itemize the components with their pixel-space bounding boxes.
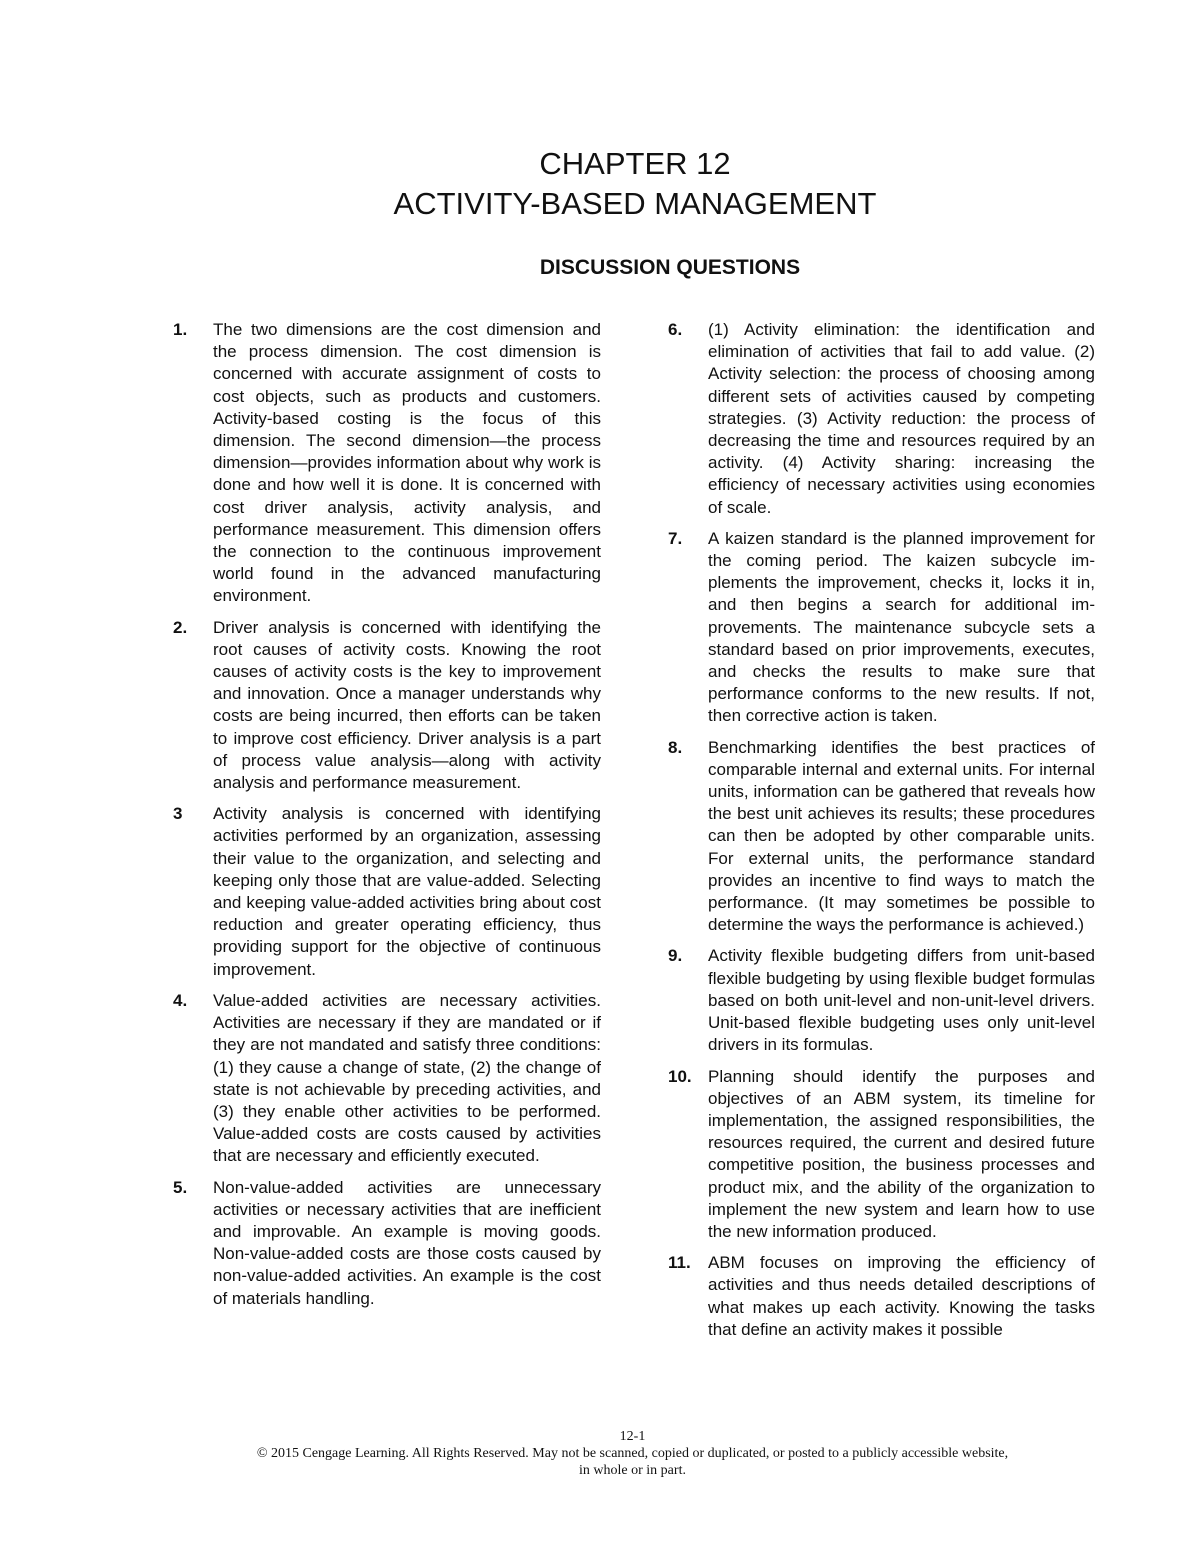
question-number: 7. bbox=[668, 528, 683, 548]
question-answer: The two dimensions are the cost dimension and the process dimension. The cost dimension is concerned with accurate assignment of costs to cost objects, such as products and customers. Activity-based costing is the focus of this dimension. The second dimension—the process dimension—provides information about why work is done and how well it is done. It is concerned with cost driver analysis, activity analysis, and performance measurement. This dimension offers the connection to the continuous improvement world found in the advanced manufacturing environment. bbox=[213, 320, 601, 606]
question-item bbox=[668, 945, 1095, 1056]
chapter-title bbox=[0, 144, 1200, 224]
question-answer: Driver analysis is concerned with identifying the root causes of activity costs. Knowing the root causes of activity costs is the key to improvement and innovation. Once a manager understands why costs are being incurred, then efforts can be taken to improve cost efficiency. Driver analysis is a part of process value analysis—along with activity analysis and performance measurement. bbox=[213, 617, 601, 793]
question-number: 6. bbox=[668, 320, 683, 339]
right-column bbox=[668, 319, 1095, 1350]
question-answer: Value-added activities are necessary activities. Activities are necessary if they are mandated or if they are not mandated and satisfy three conditions: (1) they cause a change of state, (2) the change of state is not achievable by preceding activities, and (3) they enable other activities to be performed. Value-added costs are costs caused by activities that are necessary and efficiently executed. bbox=[213, 990, 601, 1166]
question-item bbox=[173, 1177, 601, 1310]
question-item bbox=[668, 528, 1095, 728]
question-number: 2. bbox=[173, 617, 188, 637]
question-answer: Activity analysis is concerned with identifying activities performed by an organization, assessing their value to the organization, and selecting and keeping only those that are value-added. Selecting and keeping value-added activities bring about cost reduction and greater operating efficiency, thus providing support for the objective of continuous improvement. bbox=[213, 804, 601, 979]
question-number: 8. bbox=[668, 737, 683, 757]
question-number: 5. bbox=[173, 1177, 188, 1197]
question-number: 4. bbox=[173, 990, 188, 1010]
copyright-notice: © 2015 Cengage Learning. All Rights Reserved. May not be scanned, copied or duplicated, or posted to a publicly accessible website, in whole or in part. bbox=[256, 1446, 1009, 1478]
question-answer: Activity flexible budgeting differs from unit-based flexible budgeting by using flexible budget formulas based on both unit-level and non-unit-level drivers. Unit-based flexible budgeting uses only unit-level drivers in its formulas. bbox=[708, 946, 1095, 1055]
section-heading: DISCUSSION QUESTIONS bbox=[539, 256, 801, 279]
question-item bbox=[668, 319, 1095, 519]
question-item bbox=[173, 990, 601, 1168]
question-item bbox=[173, 319, 601, 608]
question-item bbox=[173, 617, 601, 795]
question-answer: Benchmarking identifies the best practices of comparable internal and external units. For internal units, information can be gathered that reveals how the best unit achieves its results; these procedures can then be adopted by other comparable units. For external units, the performance standard provides an incentive to find ways to match the performance. (It may sometimes be possible to determine the ways the performance is achieved.) bbox=[708, 737, 1095, 935]
question-number: 10. bbox=[668, 1066, 692, 1086]
question-number: 11. bbox=[668, 1253, 691, 1273]
question-answer: ABM focuses on improving the efficiency of activities and thus needs detailed descriptions of what makes up each activity. Knowing the tasks that define an activity makes it possible bbox=[708, 1253, 1095, 1339]
question-number: 1. bbox=[173, 320, 188, 339]
question-number: 3 bbox=[173, 804, 183, 824]
question-item bbox=[668, 1252, 1095, 1341]
page-footer bbox=[0, 1428, 1200, 1479]
question-number: 9. bbox=[668, 946, 683, 966]
left-column bbox=[173, 319, 601, 1319]
question-answer: (1) Activity elimination: the identification and elimination of activities that fail to add value. (2) Activity selection: the process of choosing among different sets of activities caused by competing strategies. (3) Activity reduction: the process of decreasing the time and resources required by an activity. (4) Activity sharing: increasing the efficiency of necessary activities using economies of scale. bbox=[708, 320, 1095, 517]
chapter-number: CHAPTER 12 bbox=[539, 146, 731, 181]
chapter-name: ACTIVITY-BASED MANAGEMENT bbox=[393, 186, 877, 221]
question-answer: Non-value-added activities are unnecessary activities or necessary activities that are inefficient and improvable. An example is moving goods. Non-value-added costs are those costs caused by non-value-added activities. An example is the cost of materials handling. bbox=[213, 1177, 601, 1308]
question-item bbox=[668, 1066, 1095, 1244]
question-answer: Planning should identify the purposes and objectives of an ABM system, its timeline for implementation, the assigned responsibilities, the resources required, the current and desired future competitive position, the business processes and product mix, and the ability of the organization to implement the new system and learn how to use the new information produced. bbox=[708, 1066, 1095, 1241]
page-number: 12-1 bbox=[619, 1429, 646, 1444]
question-item bbox=[668, 737, 1095, 937]
question-answer: A kaizen standard is the planned improvement for the coming period. The kaizen subcycle implements the improvement, checks it, locks it in, and then begins a search for additional improvements. The maintenance subcycle sets a standard based on prior improvements, executes, and checks the results to make sure that performance conforms to the new results. If not, then corrective action is taken. bbox=[708, 528, 1095, 726]
question-item bbox=[173, 803, 601, 981]
